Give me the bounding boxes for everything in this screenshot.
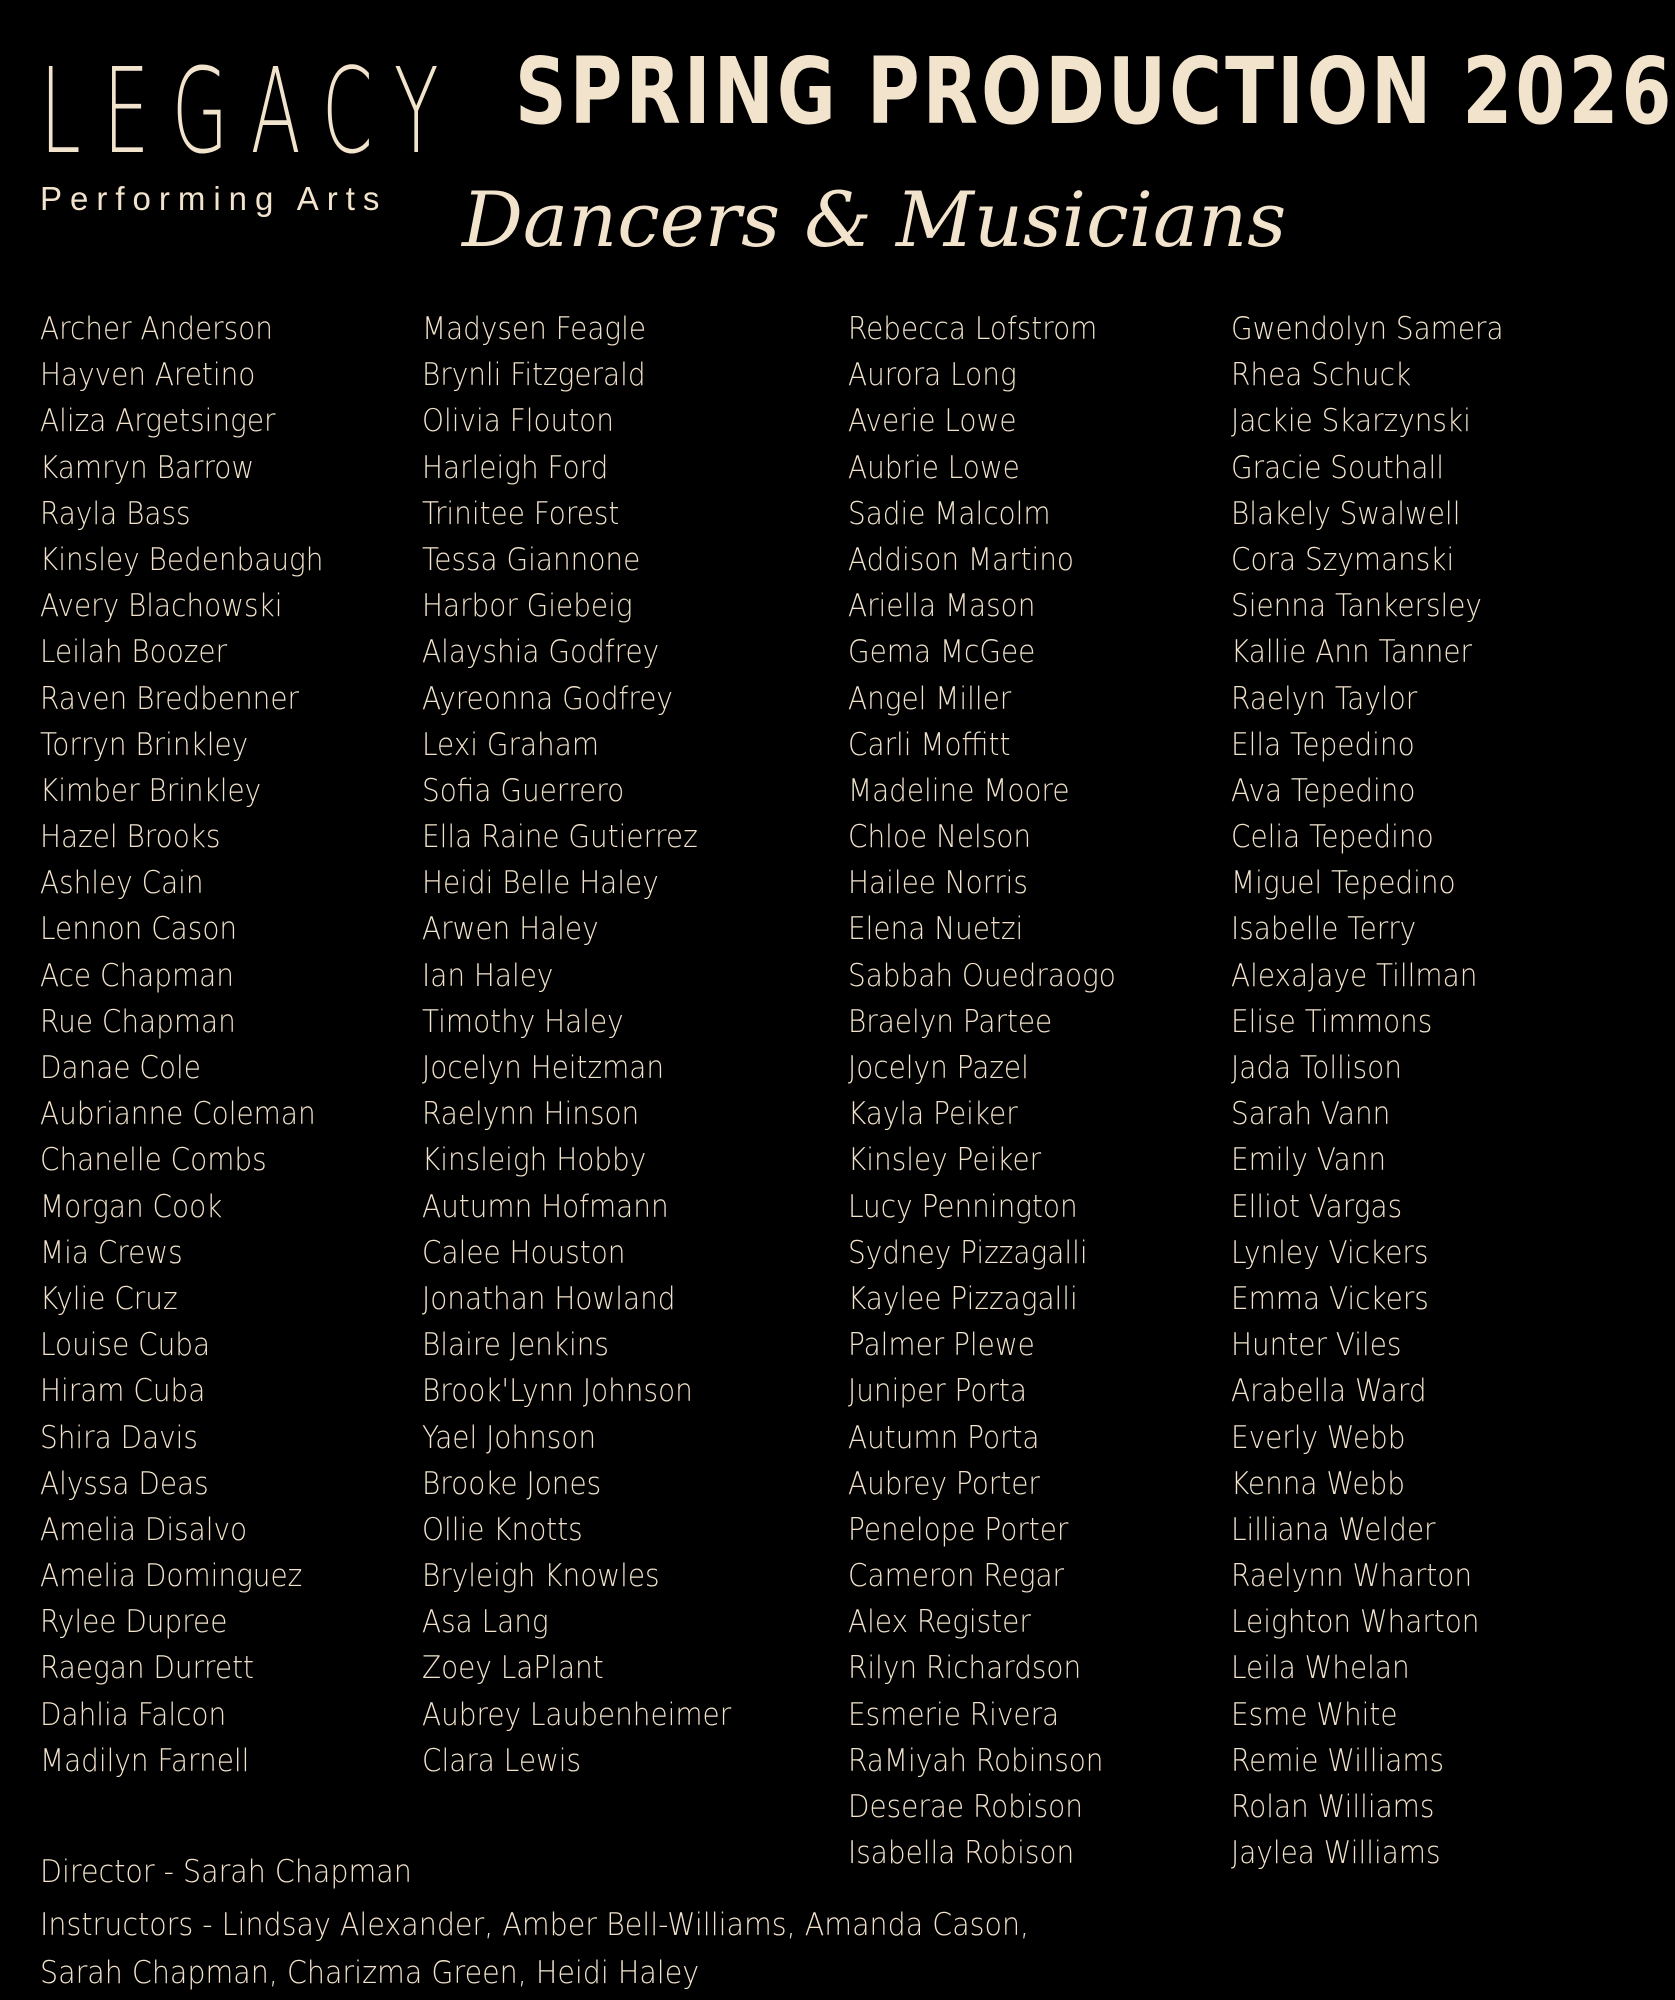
cast-member-name: Aliza Argetsinger bbox=[40, 403, 276, 440]
cast-member-name: Rue Chapman bbox=[40, 1003, 236, 1040]
production-title: SPRING PRODUCTION 2026 bbox=[515, 38, 1675, 145]
cast-member-name: Brynli Fitzgerald bbox=[422, 357, 646, 394]
cast-member-name: Sarah Vann bbox=[1231, 1096, 1391, 1133]
cast-member-name: Ayreonna Godfrey bbox=[422, 680, 673, 717]
cast-member-name: Aurora Long bbox=[848, 357, 1017, 394]
script-subtitle: Dancers & Musicians bbox=[462, 175, 1287, 264]
cast-member-name: Penelope Porter bbox=[848, 1511, 1069, 1548]
cast-member-name: Brooke Jones bbox=[422, 1465, 602, 1502]
cast-member-name: Averie Lowe bbox=[848, 403, 1017, 440]
cast-member-name: Carli Moffitt bbox=[848, 726, 1011, 763]
cast-member-name: Ava Tepedino bbox=[1231, 772, 1416, 809]
cast-member-name: Trinitee Forest bbox=[422, 495, 620, 532]
cast-member-name: Jada Tollison bbox=[1231, 1050, 1402, 1086]
cast-member-name: Isabella Robison bbox=[848, 1835, 1075, 1872]
cast-member-name: Rylee Dupree bbox=[40, 1604, 228, 1641]
cast-member-name: Sadie Malcolm bbox=[848, 495, 1051, 532]
cast-member-name: Esme White bbox=[1231, 1696, 1398, 1733]
cast-member-name: Remie Williams bbox=[1231, 1742, 1445, 1779]
cast-member-name: Madilyn Farnell bbox=[40, 1742, 250, 1779]
cast-member-name: Ella Raine Gutierrez bbox=[422, 819, 698, 856]
cast-member-name: Gema McGee bbox=[848, 634, 1036, 671]
cast-member-name: Lilliana Welder bbox=[1231, 1511, 1436, 1548]
cast-member-name: Autumn Porta bbox=[848, 1419, 1040, 1456]
cast-member-name: Morgan Cook bbox=[40, 1188, 223, 1225]
cast-member-name: RaMiyah Robinson bbox=[848, 1742, 1104, 1779]
cast-member-name: Rolan Williams bbox=[1231, 1789, 1435, 1825]
cast-member-name: Gwendolyn Samera bbox=[1231, 311, 1504, 347]
cast-member-name: Arwen Haley bbox=[422, 911, 599, 948]
cast-member-name: Sabbah Ouedraogo bbox=[848, 957, 1116, 994]
cast-member-name: Addison Martino bbox=[848, 541, 1075, 578]
cast-member-name: Kinsley Peiker bbox=[848, 1142, 1042, 1179]
cast-member-name: Rebecca Lofstrom bbox=[848, 311, 1098, 347]
cast-member-name: Jocelyn Pazel bbox=[848, 1050, 1029, 1086]
logo-subtitle: Performing Arts bbox=[40, 180, 388, 217]
cast-member-name: Emily Vann bbox=[1231, 1142, 1387, 1179]
cast-member-name: Leighton Wharton bbox=[1231, 1604, 1480, 1641]
cast-member-name: Ace Chapman bbox=[40, 957, 234, 994]
cast-member-name: AlexaJaye Tillman bbox=[1231, 957, 1478, 994]
cast-member-name: Elliot Vargas bbox=[1231, 1188, 1403, 1225]
cast-member-name: Asa Lang bbox=[422, 1604, 549, 1641]
cast-member-name: Ariella Mason bbox=[848, 588, 1036, 625]
cast-member-name: Yael Johnson bbox=[422, 1419, 597, 1456]
cast-member-name: Madeline Moore bbox=[848, 772, 1070, 809]
cast-member-name: Madysen Feagle bbox=[422, 311, 647, 347]
logo-wordmark: LEGACY bbox=[40, 42, 461, 180]
cast-member-name: Alyssa Deas bbox=[40, 1465, 209, 1502]
cast-member-name: Zoey LaPlant bbox=[422, 1650, 604, 1687]
cast-member-name: Olivia Flouton bbox=[422, 403, 614, 440]
cast-member-name: Chanelle Combs bbox=[40, 1142, 267, 1179]
cast-member-name: Ashley Cain bbox=[40, 865, 204, 902]
cast-member-name: Braelyn Partee bbox=[848, 1003, 1053, 1040]
cast-member-name: Kenna Webb bbox=[1231, 1465, 1405, 1502]
cast-member-name: Ella Tepedino bbox=[1231, 726, 1415, 763]
cast-member-name: Sienna Tankersley bbox=[1231, 588, 1482, 625]
cast-member-name: Hunter Viles bbox=[1231, 1327, 1402, 1364]
cast-member-name: Aubrey Laubenheimer bbox=[422, 1696, 732, 1733]
cast-member-name: Mia Crews bbox=[40, 1234, 183, 1271]
cast-member-name: Elise Timmons bbox=[1231, 1003, 1433, 1040]
cast-member-name: Raegan Durrett bbox=[40, 1650, 254, 1687]
cast-member-name: Autumn Hofmann bbox=[422, 1188, 669, 1225]
cast-member-name: Lynley Vickers bbox=[1231, 1234, 1429, 1271]
cast-member-name: Chloe Nelson bbox=[848, 819, 1032, 856]
cast-member-name: Dahlia Falcon bbox=[40, 1696, 227, 1733]
cast-member-name: Kamryn Barrow bbox=[40, 449, 255, 486]
cast-member-name: Esmerie Rivera bbox=[848, 1696, 1060, 1733]
cast-member-name: Raelynn Wharton bbox=[1231, 1558, 1473, 1595]
cast-member-name: Jonathan Howland bbox=[422, 1280, 676, 1317]
cast-member-name: Tessa Giannone bbox=[422, 541, 641, 578]
director-credit: Director - Sarah Chapman bbox=[40, 1854, 412, 1890]
cast-member-name: Kinsley Bedenbaugh bbox=[40, 541, 324, 578]
cast-member-name: Leila Whelan bbox=[1231, 1650, 1410, 1687]
cast-member-name: Deserae Robison bbox=[848, 1789, 1083, 1825]
cast-member-name: Kallie Ann Tanner bbox=[1231, 634, 1473, 671]
cast-member-name: Hiram Cuba bbox=[40, 1373, 206, 1410]
cast-member-name: Rayla Bass bbox=[40, 495, 191, 532]
cast-member-name: Amelia Disalvo bbox=[40, 1511, 248, 1548]
cast-member-name: Timothy Haley bbox=[422, 1003, 624, 1040]
cast-member-name: Archer Anderson bbox=[40, 311, 273, 347]
cast-member-name: Cora Szymanski bbox=[1231, 541, 1455, 578]
cast-member-name: Raelyn Taylor bbox=[1231, 680, 1418, 717]
cast-member-name: Danae Cole bbox=[40, 1050, 201, 1086]
cast-member-name: Blaire Jenkins bbox=[422, 1327, 609, 1364]
cast-member-name: Sydney Pizzagalli bbox=[848, 1234, 1088, 1271]
cast-member-name: Raven Bredbenner bbox=[40, 680, 299, 717]
cast-member-name: Calee Houston bbox=[422, 1234, 626, 1271]
cast-member-name: Angel Miller bbox=[848, 680, 1012, 717]
cast-member-name: Rhea Schuck bbox=[1231, 357, 1412, 394]
name-column-3 bbox=[848, 306, 1146, 1876]
cast-member-name: Isabelle Terry bbox=[1231, 911, 1417, 948]
cast-member-name: Sofia Guerrero bbox=[422, 772, 625, 809]
cast-member-name: Jocelyn Heitzman bbox=[422, 1050, 665, 1086]
cast-member-name: Avery Blachowski bbox=[40, 588, 283, 625]
cast-member-name: Blakely Swalwell bbox=[1231, 495, 1461, 532]
cast-member-name: Juniper Porta bbox=[848, 1373, 1027, 1410]
instructors-credit-line-2: Sarah Chapman, Charizma Green, Heidi Haley bbox=[40, 1955, 700, 1991]
cast-member-name: Raelynn Hinson bbox=[422, 1096, 640, 1133]
cast-member-name: Aubrianne Coleman bbox=[40, 1096, 316, 1133]
cast-member-name: Hailee Norris bbox=[848, 865, 1028, 902]
cast-member-name: Louise Cuba bbox=[40, 1327, 211, 1364]
cast-member-name: Emma Vickers bbox=[1231, 1280, 1429, 1317]
cast-member-name: Cameron Regar bbox=[848, 1558, 1065, 1595]
cast-member-name: Kylie Cruz bbox=[40, 1280, 178, 1317]
cast-member-name: Kayla Peiker bbox=[848, 1096, 1018, 1133]
cast-member-name: Aubrie Lowe bbox=[848, 449, 1020, 486]
cast-member-name: Aubrey Porter bbox=[848, 1465, 1040, 1502]
cast-member-name: Gracie Southall bbox=[1231, 449, 1445, 486]
name-column-4 bbox=[1231, 306, 1534, 1876]
name-column-1 bbox=[40, 306, 355, 1784]
cast-member-name: Palmer Plewe bbox=[848, 1327, 1035, 1364]
cast-member-name: Clara Lewis bbox=[422, 1742, 582, 1779]
cast-member-name: Elena Nuetzi bbox=[848, 911, 1024, 948]
cast-member-name: Celia Tepedino bbox=[1231, 819, 1434, 856]
instructors-credit-line-1: Instructors - Lindsay Alexander, Amber Bell-Williams, Amanda Cason, bbox=[40, 1907, 1030, 1943]
cast-member-name: Alayshia Godfrey bbox=[422, 634, 660, 671]
cast-member-name: Miguel Tepedino bbox=[1231, 865, 1456, 902]
cast-member-name: Lexi Graham bbox=[422, 726, 600, 763]
cast-member-name: Kaylee Pizzagalli bbox=[848, 1280, 1078, 1317]
cast-member-name: Everly Webb bbox=[1231, 1419, 1406, 1456]
cast-member-name: Harbor Giebeig bbox=[422, 588, 633, 625]
cast-member-name: Ollie Knotts bbox=[422, 1511, 583, 1548]
cast-member-name: Lennon Cason bbox=[40, 911, 238, 948]
cast-member-name: Leilah Boozer bbox=[40, 634, 228, 671]
legacy-logo bbox=[40, 42, 461, 218]
cast-member-name: Bryleigh Knowles bbox=[422, 1558, 660, 1595]
cast-member-name: Kinsleigh Hobby bbox=[422, 1142, 647, 1179]
cast-member-name: Heidi Belle Haley bbox=[422, 865, 659, 902]
cast-member-name: Lucy Pennington bbox=[848, 1188, 1078, 1225]
cast-member-name: Amelia Dominguez bbox=[40, 1558, 303, 1595]
cast-member-name: Torryn Brinkley bbox=[40, 726, 249, 763]
cast-member-name: Hayven Aretino bbox=[40, 357, 256, 394]
cast-member-name: Ian Haley bbox=[422, 957, 554, 994]
cast-member-name: Brook'Lynn Johnson bbox=[422, 1373, 693, 1410]
cast-member-name: Kimber Brinkley bbox=[40, 772, 262, 809]
cast-member-name: Harleigh Ford bbox=[422, 449, 609, 486]
cast-member-name: Arabella Ward bbox=[1231, 1373, 1427, 1410]
cast-member-name: Jackie Skarzynski bbox=[1231, 403, 1471, 440]
name-column-2 bbox=[422, 306, 766, 1784]
cast-member-name: Alex Register bbox=[848, 1604, 1031, 1641]
cast-member-name: Rilyn Richardson bbox=[848, 1650, 1082, 1687]
cast-member-name: Shira Davis bbox=[40, 1419, 198, 1456]
cast-member-name: Jaylea Williams bbox=[1231, 1835, 1441, 1872]
cast-member-name: Hazel Brooks bbox=[40, 819, 221, 856]
